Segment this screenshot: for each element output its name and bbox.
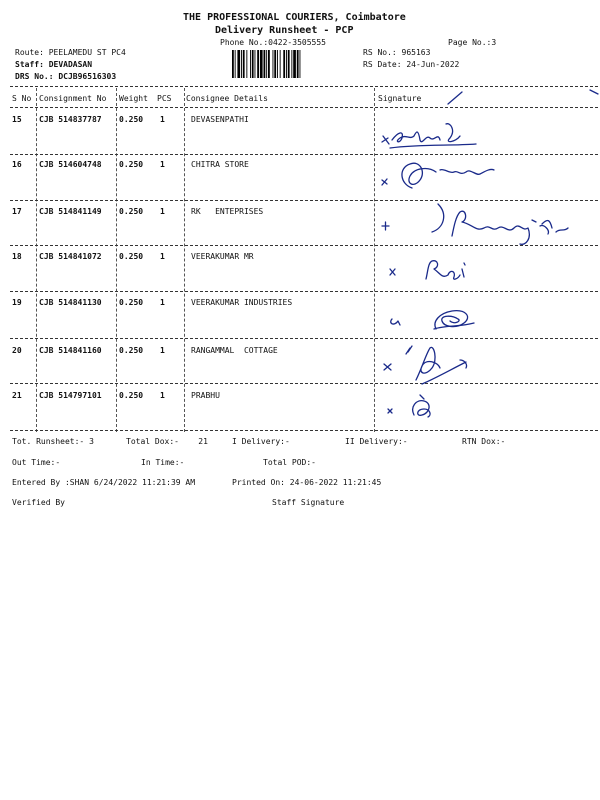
- signature-row-18: [380, 255, 490, 287]
- rs-date: RS Date: 24-Jun-2022: [363, 60, 460, 69]
- pen-stroke-mark: [440, 88, 600, 108]
- row-weight: 0.250: [119, 298, 144, 307]
- in-time: In Time:-: [141, 458, 185, 467]
- divider: [10, 383, 598, 384]
- row-consignee: VEERAKUMAR INDUSTRIES: [191, 298, 293, 307]
- row-pcs: 1: [160, 346, 165, 355]
- drs-number: DRS No.: DCJB96516303: [15, 72, 117, 81]
- column-header-weight: Weight: [119, 94, 148, 103]
- row-pcs: 1: [160, 391, 165, 400]
- row-pcs: 1: [160, 207, 165, 216]
- row-weight: 0.250: [119, 160, 144, 169]
- staff-signature: Staff Signature: [272, 498, 345, 507]
- column-separator: [116, 88, 117, 432]
- total-runsheet: Tot. Runsheet:- 3: [12, 437, 94, 446]
- row-consignee: CHITRA STORE: [191, 160, 249, 169]
- row-sno: 15: [12, 115, 22, 124]
- i-delivery: I Delivery:-: [232, 437, 290, 446]
- divider: [10, 430, 598, 431]
- page-number: Page No.:3: [448, 38, 497, 47]
- column-separator: [36, 88, 37, 432]
- row-sno: 19: [12, 298, 22, 307]
- row-consignment: CJB 514841072: [39, 252, 102, 261]
- row-pcs: 1: [160, 160, 165, 169]
- row-weight: 0.250: [119, 391, 144, 400]
- phone-number: Phone No.:0422-3505555: [220, 38, 326, 47]
- row-sno: 16: [12, 160, 22, 169]
- row-consignee: PRABHU: [191, 391, 220, 400]
- divider: [10, 154, 598, 155]
- row-pcs: 1: [160, 252, 165, 261]
- entered-by: Entered By :SHAN 6/24/2022 11:21:39 AM: [12, 478, 196, 487]
- row-consignee: VEERAKUMAR MR: [191, 252, 254, 261]
- row-consignee: RANGAMMAL COTTAGE: [191, 346, 278, 355]
- row-sno: 21: [12, 391, 22, 400]
- row-consignment: CJB 514797101: [39, 391, 102, 400]
- total-pod: Total POD:-: [263, 458, 316, 467]
- column-header-pcs: PCS: [157, 94, 172, 103]
- column-separator: [374, 88, 375, 432]
- divider: [10, 86, 598, 87]
- barcode: [232, 50, 350, 78]
- row-weight: 0.250: [119, 115, 144, 124]
- divider: [10, 291, 598, 292]
- staff: Staff: DEVADASAN: [15, 60, 93, 69]
- rs-number: RS No.: 965163: [363, 48, 431, 57]
- row-consignment: CJB 514604748: [39, 160, 102, 169]
- signature-row-16: [380, 158, 540, 198]
- divider: [10, 338, 598, 339]
- row-weight: 0.250: [119, 346, 144, 355]
- signature-row-15: [380, 118, 500, 158]
- signature-row-21: [380, 393, 460, 427]
- row-sno: 20: [12, 346, 22, 355]
- document-title: Delivery Runsheet - PCP: [215, 25, 354, 36]
- row-consignment: CJB 514841149: [39, 207, 102, 216]
- column-header-consignment: Consignment No: [39, 94, 107, 103]
- row-consignment: CJB 514841160: [39, 346, 102, 355]
- printed-on: Printed On: 24-06-2022 11:21:45: [232, 478, 382, 487]
- signature-row-20: [380, 340, 490, 390]
- signature-row-17: [380, 198, 570, 250]
- route: Route: PEELAMEDU ST PC4: [15, 48, 126, 57]
- ii-delivery: II Delivery:-: [345, 437, 408, 446]
- row-weight: 0.250: [119, 252, 144, 261]
- column-header-signature: Signature: [378, 94, 422, 103]
- column-header-consignee: Consignee Details: [186, 94, 268, 103]
- signature-row-19: [380, 303, 490, 337]
- row-consignment: CJB 514841130: [39, 298, 102, 307]
- row-consignee: DEVASENPATHI: [191, 115, 249, 124]
- column-separator: [184, 88, 185, 432]
- rtn-dox: RTN Dox:-: [462, 437, 506, 446]
- total-dox: Total Dox:- 21: [126, 437, 208, 446]
- row-weight: 0.250: [119, 207, 144, 216]
- row-sno: 17: [12, 207, 22, 216]
- company-name: THE PROFESSIONAL COURIERS, Coimbatore: [183, 12, 406, 23]
- row-sno: 18: [12, 252, 22, 261]
- row-consignee: RK ENTEPRISES: [191, 207, 264, 216]
- row-pcs: 1: [160, 115, 165, 124]
- row-pcs: 1: [160, 298, 165, 307]
- out-time: Out Time:-: [12, 458, 61, 467]
- row-consignment: CJB 514837787: [39, 115, 102, 124]
- column-header-sno: S No: [12, 94, 32, 103]
- verified-by: Verified By: [12, 498, 65, 507]
